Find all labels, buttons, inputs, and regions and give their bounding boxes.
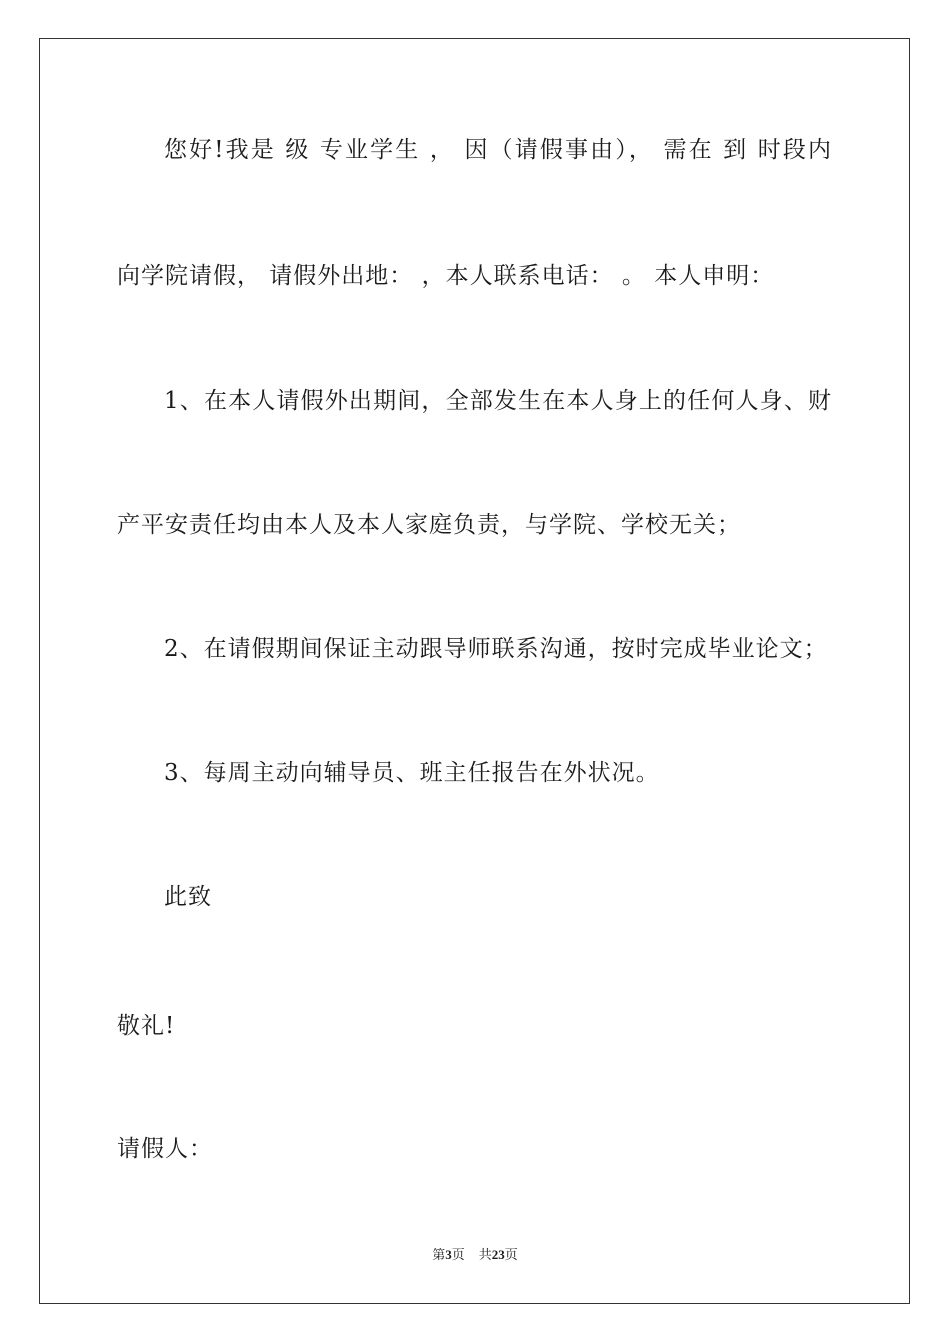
paragraph-request: 向学院请假， 请假外出地： ，本人联系电话： 。 本人申明： <box>117 263 775 289</box>
footer-page-number: 3 <box>445 1247 452 1262</box>
page-frame <box>39 38 910 1304</box>
applicant-signature-label: 请假人： <box>117 1136 213 1162</box>
paragraph-greeting: 您好!我是 级 专业学生 ， 因（请假事由）， 需在 到 时段内 <box>164 137 832 163</box>
footer-page-prefix: 第 <box>432 1247 446 1262</box>
footer-total-pages: 23 <box>491 1247 505 1262</box>
closing-regards: 敬礼! <box>117 1013 176 1039</box>
closing-salutation: 此致 <box>164 884 212 910</box>
footer-total-unit: 页 <box>504 1247 518 1262</box>
paragraph-declaration-1: 1、在本人请假外出期间，全部发生在本人身上的任何人身、财 <box>164 388 832 414</box>
paragraph-declaration-3: 3、每周主动向辅导员、班主任报告在外状况。 <box>164 760 660 786</box>
page-footer <box>0 1246 950 1264</box>
paragraph-declaration-2: 2、在请假期间保证主动跟导师联系沟通，按时完成毕业论文； <box>164 636 828 662</box>
footer-page-unit: 页 <box>451 1247 465 1262</box>
paragraph-declaration-1-cont: 产平安责任均由本人及本人家庭负责，与学院、学校无关； <box>117 512 741 538</box>
footer-total-prefix: 共 <box>478 1247 492 1262</box>
